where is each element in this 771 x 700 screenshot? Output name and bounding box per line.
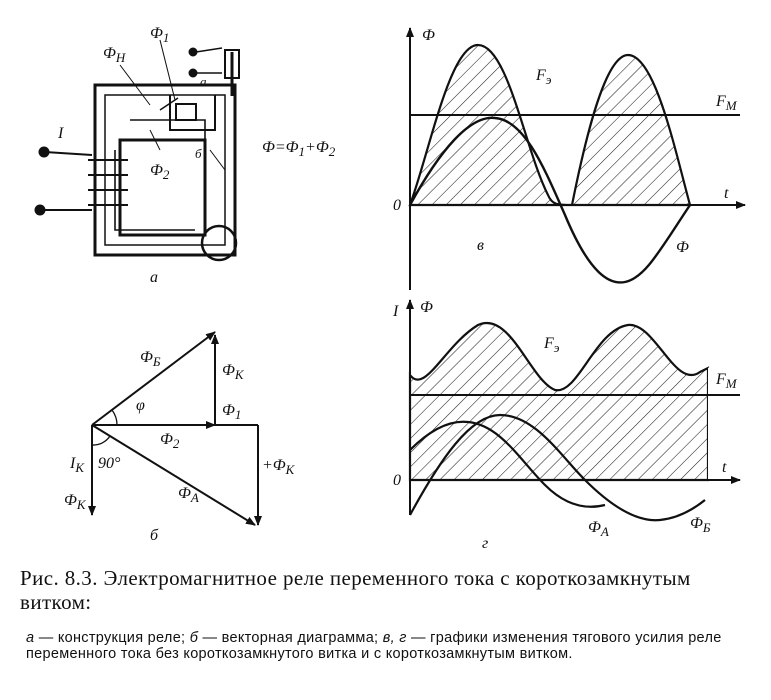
svg-text:б: б [195, 146, 202, 161]
caption-prefix: Рис. [20, 566, 60, 590]
svg-text:Ф2: $Ф_2$ [160, 431, 180, 451]
panel-b-labels [64, 349, 296, 544]
caption-key-vg: в, г [382, 630, 407, 646]
svg-text:Ф: Ф [676, 239, 689, 256]
panel-v-graph [410, 28, 745, 290]
panel-v-letter: в [477, 237, 484, 254]
panel-g-graph [410, 300, 740, 520]
svg-text:Ф=Ф1+Ф2: $Ф=Ф_1+Ф_2$ [262, 139, 336, 159]
svg-text:ФК: $Ф_К$ [64, 492, 86, 512]
svg-text:IК: $I_К$ [70, 455, 84, 475]
panel-b-letter: б [150, 527, 159, 544]
caption-text-b: — векторная диаграмма; [198, 630, 383, 646]
svg-text:0: 0 [393, 197, 401, 214]
svg-text:Ф1: $Ф_1$ [150, 25, 170, 45]
svg-text:+ФК: $+Ф_К$ [262, 457, 295, 477]
svg-text:t: t [722, 459, 727, 476]
svg-text:Ф2: $Ф_2$ [150, 162, 170, 182]
caption-text-vg: — графики изменения тягового усилия реле переменного тока без короткозамкнутого витка и с короткозамкнутым витком. [26, 630, 722, 662]
svg-text:ФК: $Ф_К$ [222, 362, 244, 382]
caption-key-a: а [26, 630, 35, 646]
svg-text:ФА: $Ф_А$ [588, 519, 609, 539]
svg-text:ФБ: $Ф_Б$ [690, 515, 711, 535]
svg-text:FМ: $F_М$ [716, 371, 737, 391]
caption-text-a: — конструкция реле; [34, 630, 190, 646]
svg-text:Ф1: $Ф_1$ [222, 402, 242, 422]
panel-g-letter: г [482, 535, 489, 552]
svg-text:I: I [58, 125, 64, 142]
panel-a-construction [36, 40, 239, 260]
svg-text:FМ: $F_М$ [716, 93, 737, 113]
svg-text:Fэ: $F_э$ [544, 335, 560, 355]
caption-key-b: б [189, 630, 199, 646]
svg-text:I: I [393, 303, 399, 320]
svg-text:90°: 90° [98, 455, 121, 472]
svg-text:ФБ: $Ф_Б$ [140, 349, 161, 369]
caption-number: 8.3. [64, 566, 98, 590]
svg-text:0: 0 [393, 472, 401, 489]
caption-title: Электромагнитное реле переменного тока с короткозамкнутым витком: [20, 566, 691, 614]
svg-text:Ф: Ф [422, 27, 435, 44]
svg-text:φ: φ [136, 397, 145, 414]
caption-description [26, 630, 756, 662]
svg-text:ФН: $Ф_Н$ [103, 45, 126, 65]
svg-text:t: t [724, 185, 729, 202]
panel-b-vector-diagram [92, 332, 258, 525]
panel-a-letter: а [150, 269, 158, 286]
figure-caption [20, 566, 760, 614]
svg-text:Ф: Ф [420, 299, 433, 316]
svg-text:Fэ: $F_э$ [536, 67, 552, 87]
svg-text:а: а [200, 74, 207, 89]
panel-a-labels [57, 25, 336, 286]
svg-text:ФА: $Ф_А$ [178, 485, 199, 505]
